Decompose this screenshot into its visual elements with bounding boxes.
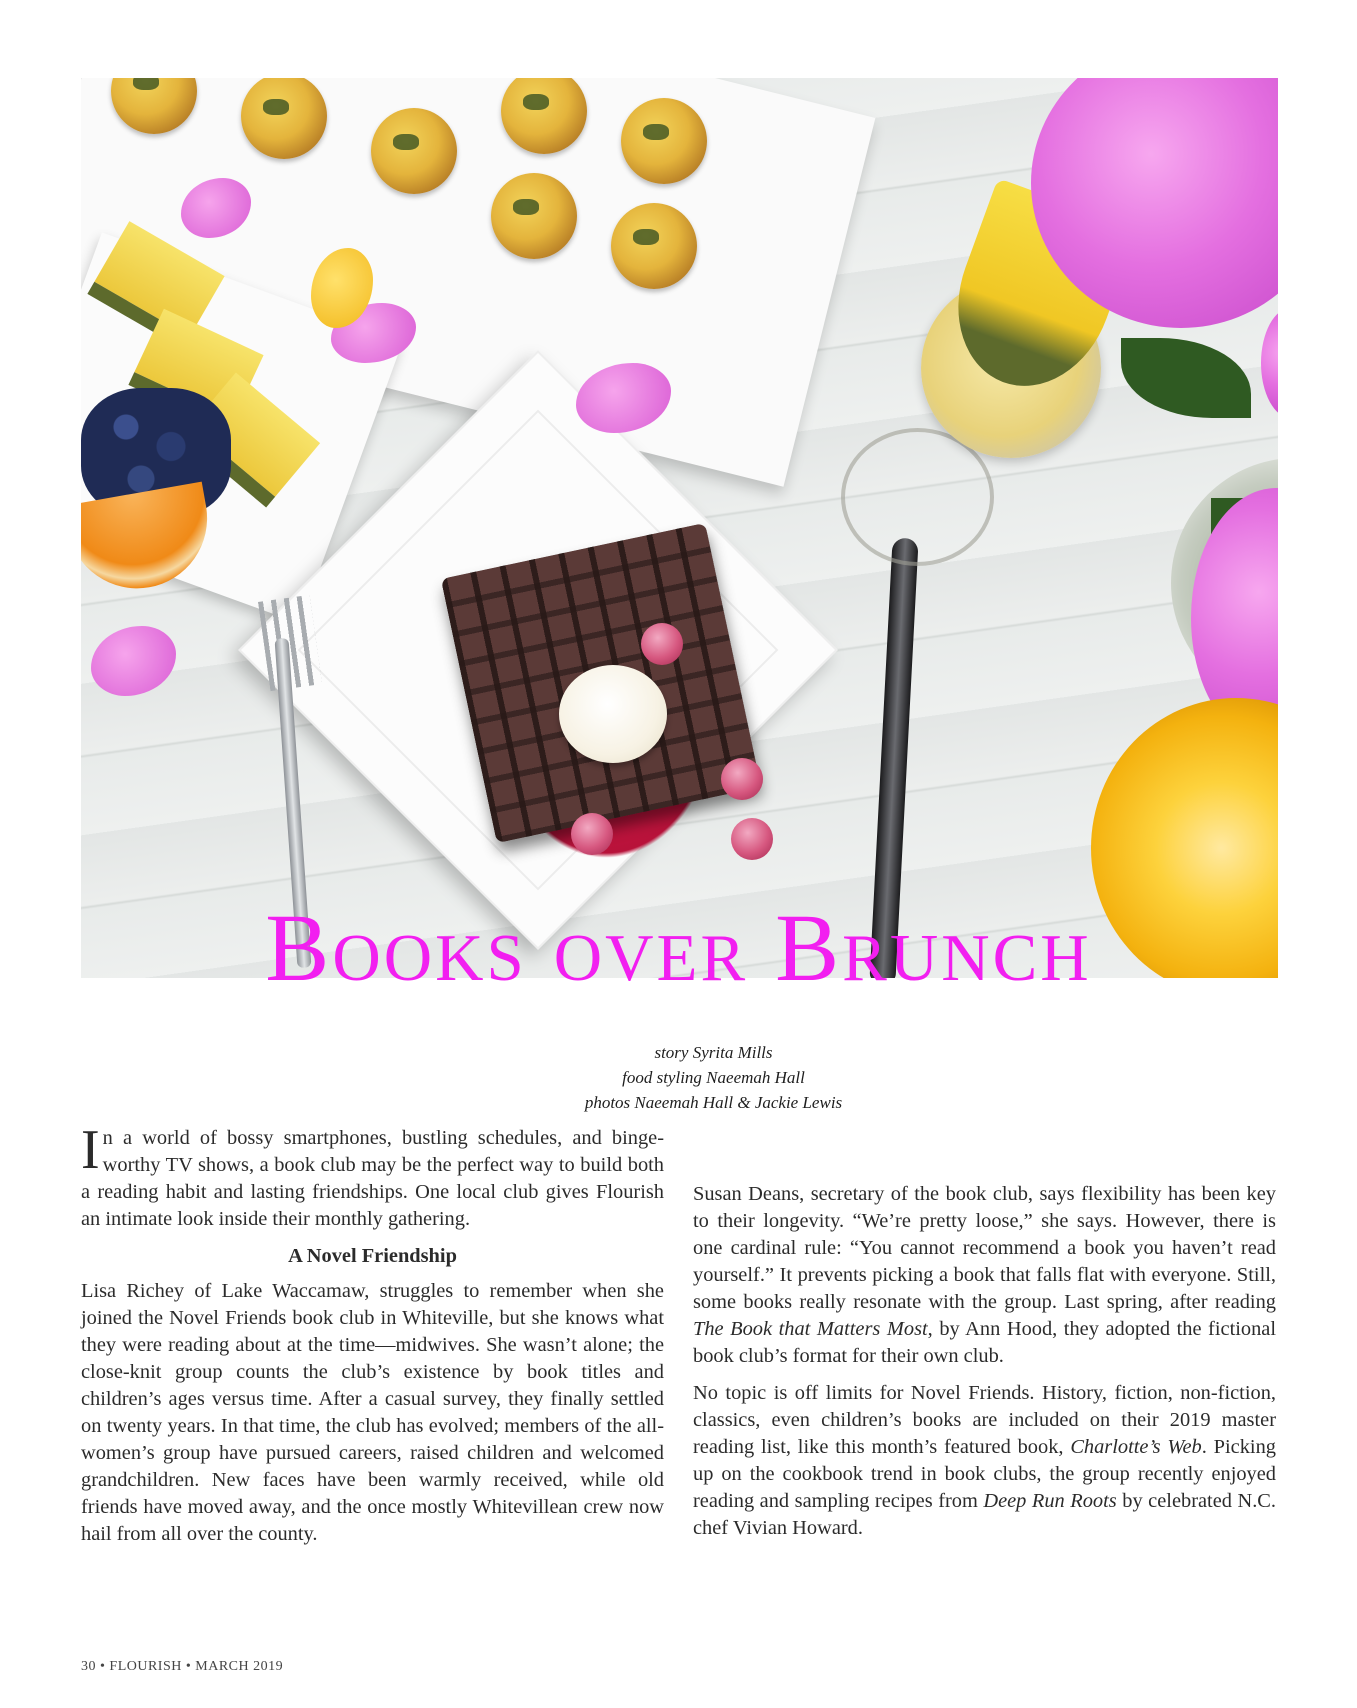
body-column-left	[81, 1119, 664, 1558]
raspberry	[721, 758, 763, 800]
page-footer: 30 • FLOURISH • MARCH 2019	[81, 1659, 284, 1674]
book-title: Deep Run Roots	[983, 1490, 1117, 1512]
body-paragraph: Susan Deans, secretary of the book club, says flexibility has been key to their longevity. “We’re pretty loose,” she says. However, there is one cardinal rule: “You cannot recommend a book you haven’t read yourself.” It prevents picking a book that falls flat with everyone. Still, some books really resonate with the group. Last spring, after reading The Book that Matters Most, by Ann Hood, they adopted the fictional book club’s format for their own club.	[693, 1183, 1277, 1367]
rose-leaf	[1121, 338, 1251, 418]
drop-cap: I	[81, 1119, 100, 1181]
hero-photo	[81, 78, 1278, 978]
intro-paragraph	[81, 1119, 664, 1233]
raspberry	[641, 623, 683, 665]
intro-text: n a world of bossy smartphones, bustling schedules, and binge-worthy TV shows, a book club may be the perfect way to build both a reading habit and lasting friendships. One local club gives Flourish an intimate look inside their monthly gathering.	[81, 1127, 664, 1230]
egg-muffin	[371, 108, 457, 194]
egg-muffin	[621, 98, 707, 184]
body-column-right	[693, 1181, 1276, 1552]
article-title: Books over Brunch	[265, 894, 1092, 1001]
pink-rose	[1261, 308, 1278, 418]
book-title: The Book that Matters Most	[693, 1318, 928, 1340]
section-subhead: A Novel Friendship	[288, 1245, 457, 1267]
whipped-cream	[559, 665, 667, 763]
credit-photos: photos Naeemah Hall & Jackie Lewis	[584, 1093, 843, 1112]
credit-food-styling: food styling Naeemah Hall	[622, 1068, 805, 1087]
body-paragraph: Lisa Richey of Lake Waccamaw, struggles to remember when she joined the Novel Friends book club in Whiteville, but she knows what they were reading about at the time—midwives. She wasn’t alone; the close-knit group counts the club’s existence by book titles and children’s ages versus time. After a casual survey, they finally settled on twenty years. In that time, the club has evolved; members of the all-women’s group have pursued careers, raised children and welcomed grandchildren. New faces have been warmly received, while old friends have moved away, and the once mostly Whitevillean crew now hail from all over the county.	[81, 1280, 664, 1545]
credit-story: story Syrita Mills	[654, 1043, 773, 1062]
egg-muffin	[611, 203, 697, 289]
body-paragraph: No topic is off limits for Novel Friends. History, fiction, non-fiction, classics, even children’s books are included on their 2019 master reading list, like this month’s featured book, Charlotte’s Web. Picking up on the cookbook trend in book clubs, the group recently enjoyed reading and sampling recipes from Deep Run Roots by celebrated N.C. chef Vivian Howard.	[693, 1382, 1276, 1539]
raspberry	[571, 813, 613, 855]
article-credits	[0, 1040, 1357, 1115]
egg-muffin	[491, 173, 577, 259]
rose-petal	[91, 626, 176, 696]
raspberry	[731, 818, 773, 860]
book-title: Charlotte’s Web	[1070, 1436, 1202, 1458]
